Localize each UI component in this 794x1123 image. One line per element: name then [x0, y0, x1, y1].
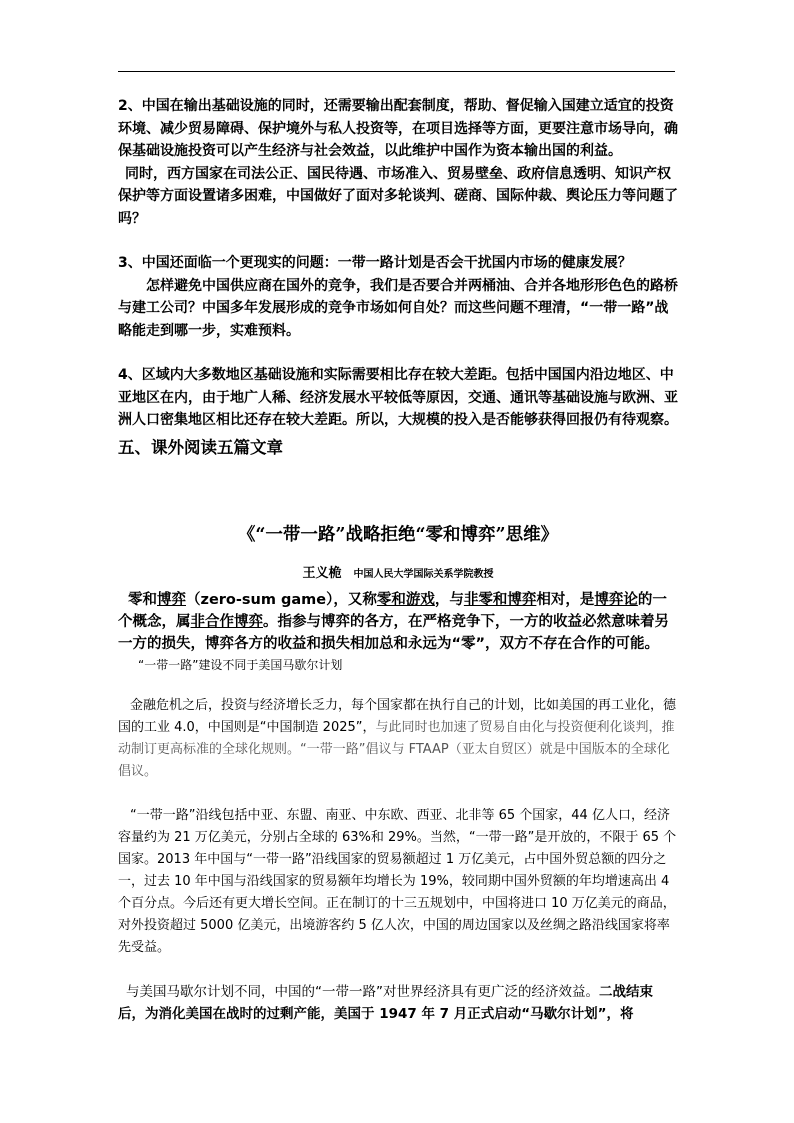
link-boyi[interactable]: 博弈 — [157, 591, 186, 608]
spacer — [118, 230, 678, 252]
spacer — [118, 783, 678, 805]
paragraph-text-bold: 二战结束后，为消化美国在战时的过剩产能，美国于 1947 年 7 月正式启动“马歇尔计划”，将 — [118, 983, 653, 1022]
link-non-zero-sum[interactable]: 非零和博弈 — [463, 591, 537, 608]
author-affiliation: 中国人民大学国际关系学院教授 — [353, 568, 494, 580]
paragraph-text: 与美国马歇尔计划不同，中国的“一带一路”对世界经济具有更广泛的经济效益。 — [126, 983, 599, 1000]
spacer — [118, 548, 678, 564]
spacer — [118, 959, 678, 981]
point-3-paragraph: 怎样避免中国供应商在国外的竞争，我们是否要合并两桶油、合并各地形形色色的路桥与建工公司？中国多年发展形成的竞争市场如何自处？而这些问题不理清，“一带一路”战略能走到哪一步，实难预料。 — [118, 277, 678, 339]
article-title: 《“一带一路”战略拒绝“零和博弈”思维》 — [237, 524, 559, 545]
intro-text: 。指参与博弈的各方，在严格竞争下，一方的收益必然意味着另一方的损失，博弈各方的收益和损失相加总和永远为“零”，双方不存在合作的可能。 — [118, 613, 669, 652]
paragraph-text: 金融危机之后，投资与经济增长乏力，每个国家都在执行自己的计划，比如美国的再工业化，德国的工业 4.0，中国则是“中国制造 2025”， — [118, 697, 677, 735]
intro-text: 的一个概念，属 — [118, 591, 667, 630]
point-3-heading: 3、中国还面临一个更现实的问题：一带一路计划是否会干扰国内市场的健康发展？ — [118, 255, 632, 271]
intro-text: ，与 — [434, 591, 464, 608]
article-subheading: “一带一路”建设不同于美国马歇尔计划 — [138, 657, 343, 672]
article-paragraph-2: “一带一路”沿线包括中亚、东盟、南亚、中东欧、西亚、北非等 65 个国家，44 亿人口，经济容量约为 21 万亿美元，分别占全球的 63%和 29%。当然，“一带一路”是开放的，不限于 65 个国家。2013 年中国与“一带一路”沿线国家的贸易额超过 1 万亿美元，占中国外贸总额的四分之一，过去 10 年中国与沿线国家的贸易额年均增长为 19%，较同期中国外贸额的年均增速高出 4 个百分点。今后还有更大增长空间。正在制订的十三五规划中，中国将进口 10 万亿美元的商品，对外投资超过 5000 亿美元，出境游客约 5 亿人次，中国的周边国家以及丝绸之路沿线国家将率先受益。 — [118, 807, 677, 955]
link-game-theory[interactable]: 博弈论 — [594, 591, 638, 608]
point-4-paragraph: 4、区域内大多数地区基础设施和实际需要相比存在较大差距。包括中国国内沿边地区、中亚地区在内，由于地广人稀、经济发展水平较低等原因，交通、通讯等基础设施与欧洲、亚洲人口密集地区相比还存在较大差距。所以，大规模的投入是否能够获得回报仍有待观察。 — [118, 367, 678, 428]
document-body — [118, 95, 678, 1025]
spacer — [118, 460, 678, 522]
spacer — [118, 675, 678, 695]
article-intro — [118, 589, 678, 655]
intro-text: （zero-sum game），又称 — [186, 591, 377, 608]
paragraph-text: 与此同时也加速了贸易自由化与投资便利化谈判，推动制订更高标准的全球化规则。“一带一路”倡议与 FTAAP（亚太自贸区）就是中国版本的全球化倡议。 — [118, 719, 675, 779]
header-rule — [118, 71, 675, 72]
point-2-continuation: 同时，西方国家在司法公正、国民待遇、市场准入、贸易壁垒、政府信息透明、知识产权保护等方面设置诸多困难，中国做好了面对多轮谈判、磋商、国际仲裁、舆论压力等问题了吗？ — [118, 165, 678, 227]
link-zero-sum-game[interactable]: 零和游戏 — [376, 591, 435, 608]
intro-text: 零和 — [128, 591, 157, 608]
section-5-heading: 五、课外阅读五篇文章 — [118, 437, 283, 457]
spacer — [118, 342, 678, 364]
author-name: 王义桅 — [302, 565, 342, 581]
article-paragraph-1 — [118, 695, 678, 783]
point-2-paragraph: 2、中国在输出基础设施的同时，还需要输出配套制度，帮助、督促输入国建立适宜的投资环境、减少贸易障碍、保护境外与私人投资等，在项目选择等方面，更要注意市场导向，确保基础设施投资可以产生经济与社会效益，以此维护中国作为资本输出国的利益。 — [118, 98, 678, 159]
link-non-cooperative-game[interactable]: 非合作博弈 — [190, 613, 263, 630]
intro-text: 相对，是 — [536, 591, 595, 608]
article-paragraph-3 — [118, 981, 678, 1025]
article-byline — [118, 564, 678, 585]
